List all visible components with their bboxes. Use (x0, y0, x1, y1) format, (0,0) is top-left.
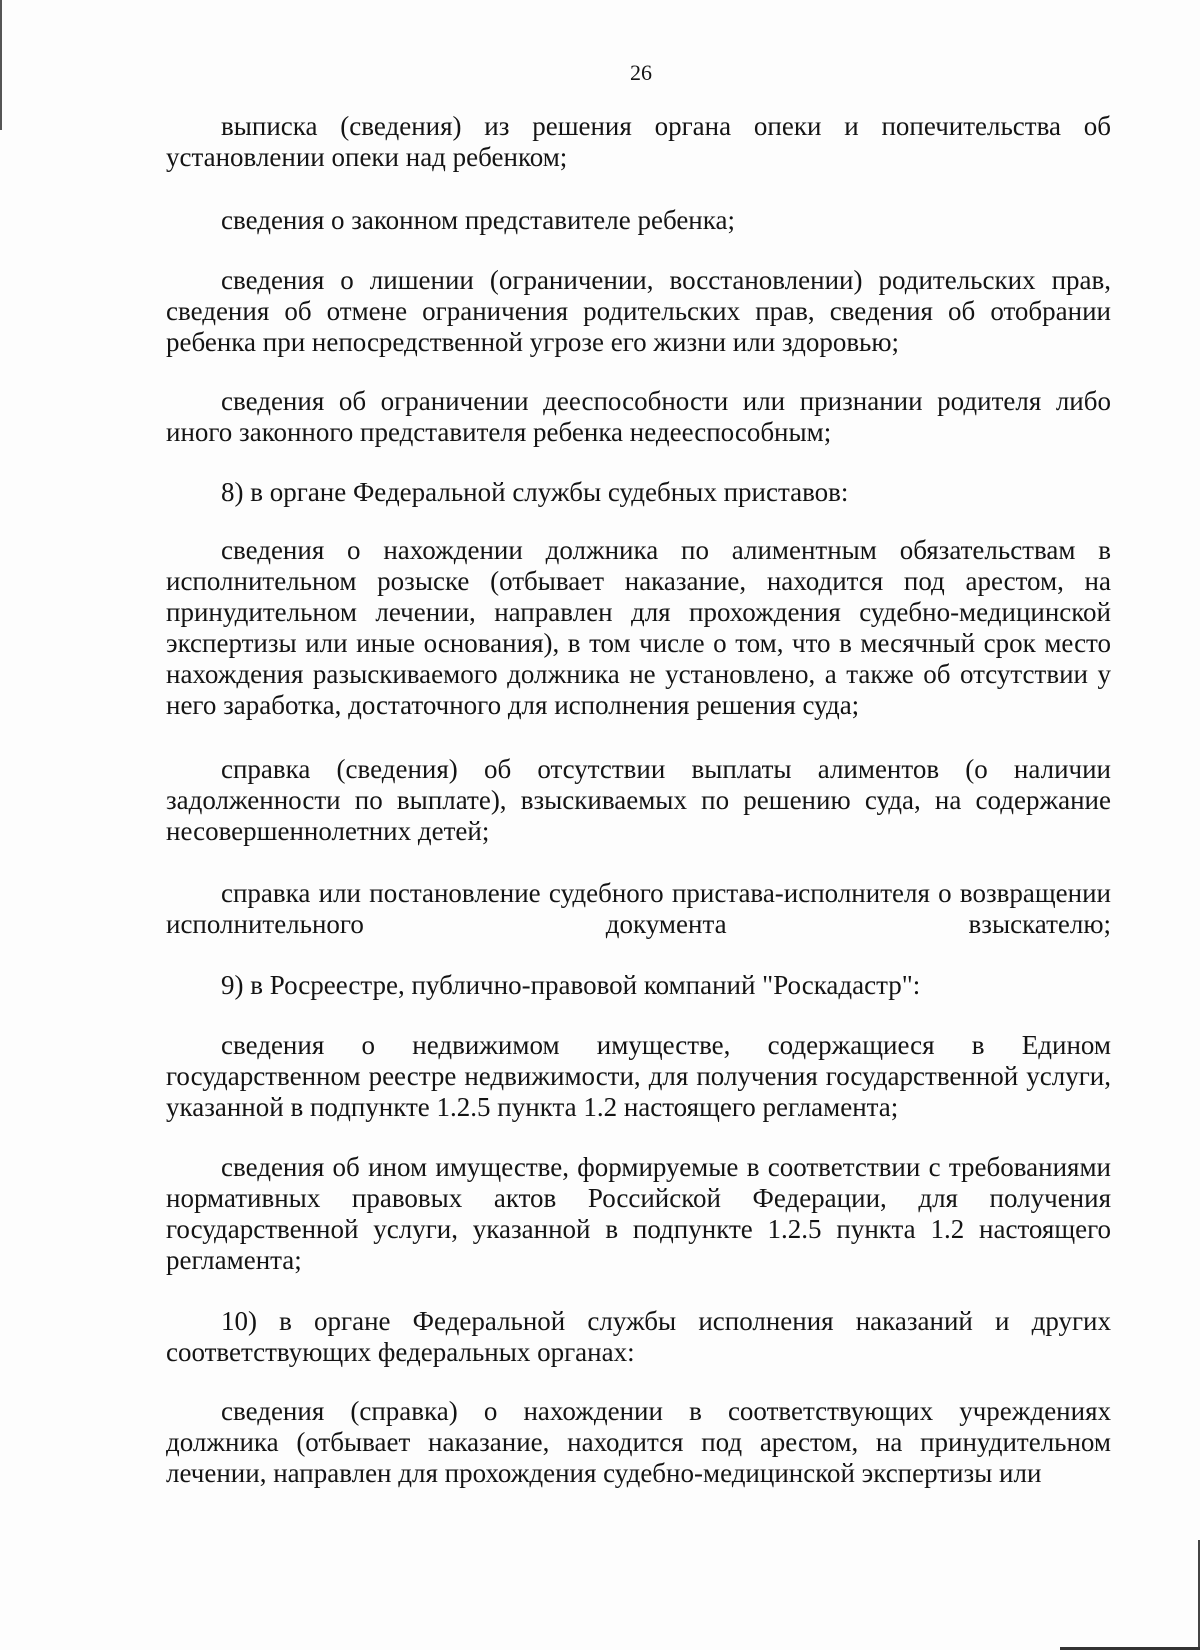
paragraph-section-10-heading: 10) в органе Федеральной службы исполнения наказаний и других соответствующих федеральных органах: (166, 1306, 1111, 1367)
paragraph-legal-capacity: сведения об ограничении дееспособности или признании родителя либо иного законного представителя ребенка недееспособным; (166, 386, 1111, 447)
paragraph-debtor-search: сведения о нахождении должника по алиментным обязательствам в исполнительном розыске (отбывает наказание, находится под арестом, на принудительном лечении, направлен для прохождения судебно-медицинской экспертизы или иные основания), в том числе о том, что в месячный срок место нахождения разыскиваемого должника не установлено, а также об отсутствии у него заработка, достаточного для исполнения решения суда; (166, 535, 1111, 720)
paragraph-alimony-certificate: справка (сведения) об отсутствии выплаты алиментов (о наличии задолженности по выплате), взыскиваемых по решению суда, на содержание несовершеннолетних детей; (166, 754, 1111, 846)
page-number: 26 (630, 60, 652, 85)
paragraph-institution-certificate: сведения (справка) о нахождении в соответствующих учреждениях должника (отбывает наказание, находится под арестом, на принудительном лечении, направлен для прохождения судебно-медицинской экспертизы или (166, 1396, 1111, 1488)
paragraph-section-8-heading: 8) в органе Федеральной службы судебных приставов: (221, 477, 849, 507)
paragraph-real-estate: сведения о недвижимом имуществе, содержащиеся в Едином государственном реестре недвижимости, для получения государственной услуги, указанной в подпункте 1.2.5 пункта 1.2 настоящего регламента; (166, 1030, 1111, 1122)
paragraph-section-9-heading: 9) в Росреестре, публично-правовой компаний "Роскадастр": (221, 970, 921, 1000)
paragraph-legal-representative: сведения о законном представителе ребенка; (221, 205, 735, 235)
paragraph-bailiff-resolution: справка или постановление судебного пристава-исполнителя о возвращении исполнительного документа взыскателю; (166, 878, 1111, 939)
paragraph-parental-rights: сведения о лишении (ограничении, восстановлении) родительских прав, сведения об отмене ограничения родительских прав, сведения об отобрании ребенка при непосредственной угрозе его жизни или здоровью; (166, 265, 1111, 357)
paragraph-guardianship-extract: выписка (сведения) из решения органа опеки и попечительства об установлении опеки над ребенком; (166, 111, 1111, 172)
paragraph-other-property: сведения об ином имуществе, формируемые в соответствии с требованиями нормативных правовых актов Российской Федерации, для получения государственной услуги, указанной в подпункте 1.2.5 пункта 1.2 настоящего регламента; (166, 1152, 1111, 1275)
